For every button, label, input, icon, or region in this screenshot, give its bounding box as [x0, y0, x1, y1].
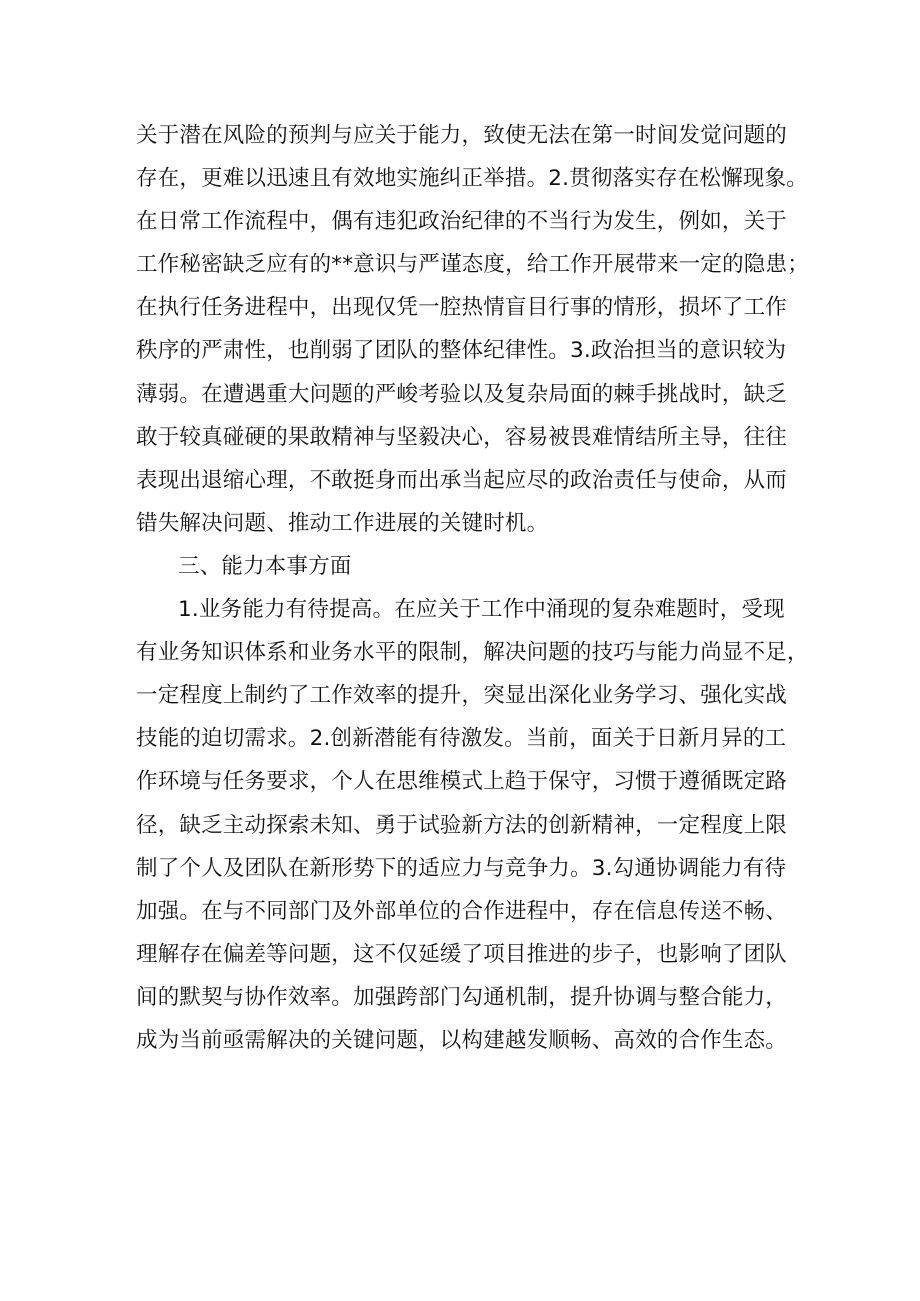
text-line: 径，缺乏主动探索未知、勇于试验新方法的创新精神，一定程度上限: [136, 812, 788, 838]
text-line: 秩序的严肃性，也削弱了团队的整体纪律性。3.政治担当的意识较为: [136, 338, 787, 364]
text-line: 有业务知识体系和业务水平的限制，解决问题的技巧与能力尚显不足，: [136, 640, 809, 666]
text-line: 在日常工作流程中，偶有违犯政治纪律的不当行为发生，例如，关于: [136, 209, 788, 235]
text-line: 理解存在偏差等问题，这不仅延缓了项目推进的步子，也影响了团队: [136, 941, 788, 967]
text-line: 错失解决问题、推动工作进展的关键时机。: [136, 510, 549, 536]
text-line: 作环境与任务要求，个人在思维模式上趋于保守，习惯于遵循既定路: [136, 769, 788, 795]
text-line: 敢于较真碰硬的果敢精神与坚毅决心，容易被畏难情结所主导，往往: [136, 424, 788, 450]
text-line: 关于潜在风险的预判与应关于能力，致使无法在第一时间发觉问题的: [136, 123, 788, 148]
text-line: 间的默契与协作效率。加强跨部门勾通机制，提升协调与整合能力，: [136, 984, 788, 1010]
section-heading: 三、能力本事方面: [178, 553, 352, 579]
text-line: 在执行任务进程中，出现仅凭一腔热情盲目行事的情形，损坏了工作: [136, 295, 788, 321]
document-body: [136, 114, 809, 1062]
text-line: 技能的迫切需求。2.创新潜能有待激发。当前，面关于日新月异的工: [136, 726, 787, 752]
text-line: 薄弱。在遭遇重大问题的严峻考验以及复杂局面的棘手挑战时，缺乏: [136, 381, 788, 407]
text-line: 存在，更难以迅速且有效地实施纠正举措。2.贯彻落实存在松懈现象。: [136, 166, 808, 192]
text-line: 工作秘密缺乏应有的**意识与严谨态度，给工作开展带来一定的隐患；: [136, 252, 809, 278]
text-line: 1.业务能力有待提高。在应关于工作中涌现的复杂难题时，受现: [178, 597, 785, 623]
text-line: 一定程度上制约了工作效率的提升，突显出深化业务学习、强化实战: [136, 683, 788, 709]
text-line: 表现出退缩心理，不敢挺身而出承当起应尽的政治责任与使命，从而: [136, 467, 788, 493]
text-line: 加强。在与不同部门及外部单位的合作进程中，存在信息传送不畅、: [136, 898, 788, 924]
text-line: 成为当前亟需解决的关键问题，以构建越发顺畅、高效的合作生态。: [136, 1027, 788, 1053]
text-line: 制了个人及团队在新形势下的适应力与竞争力。3.勾通协调能力有待: [136, 855, 787, 881]
